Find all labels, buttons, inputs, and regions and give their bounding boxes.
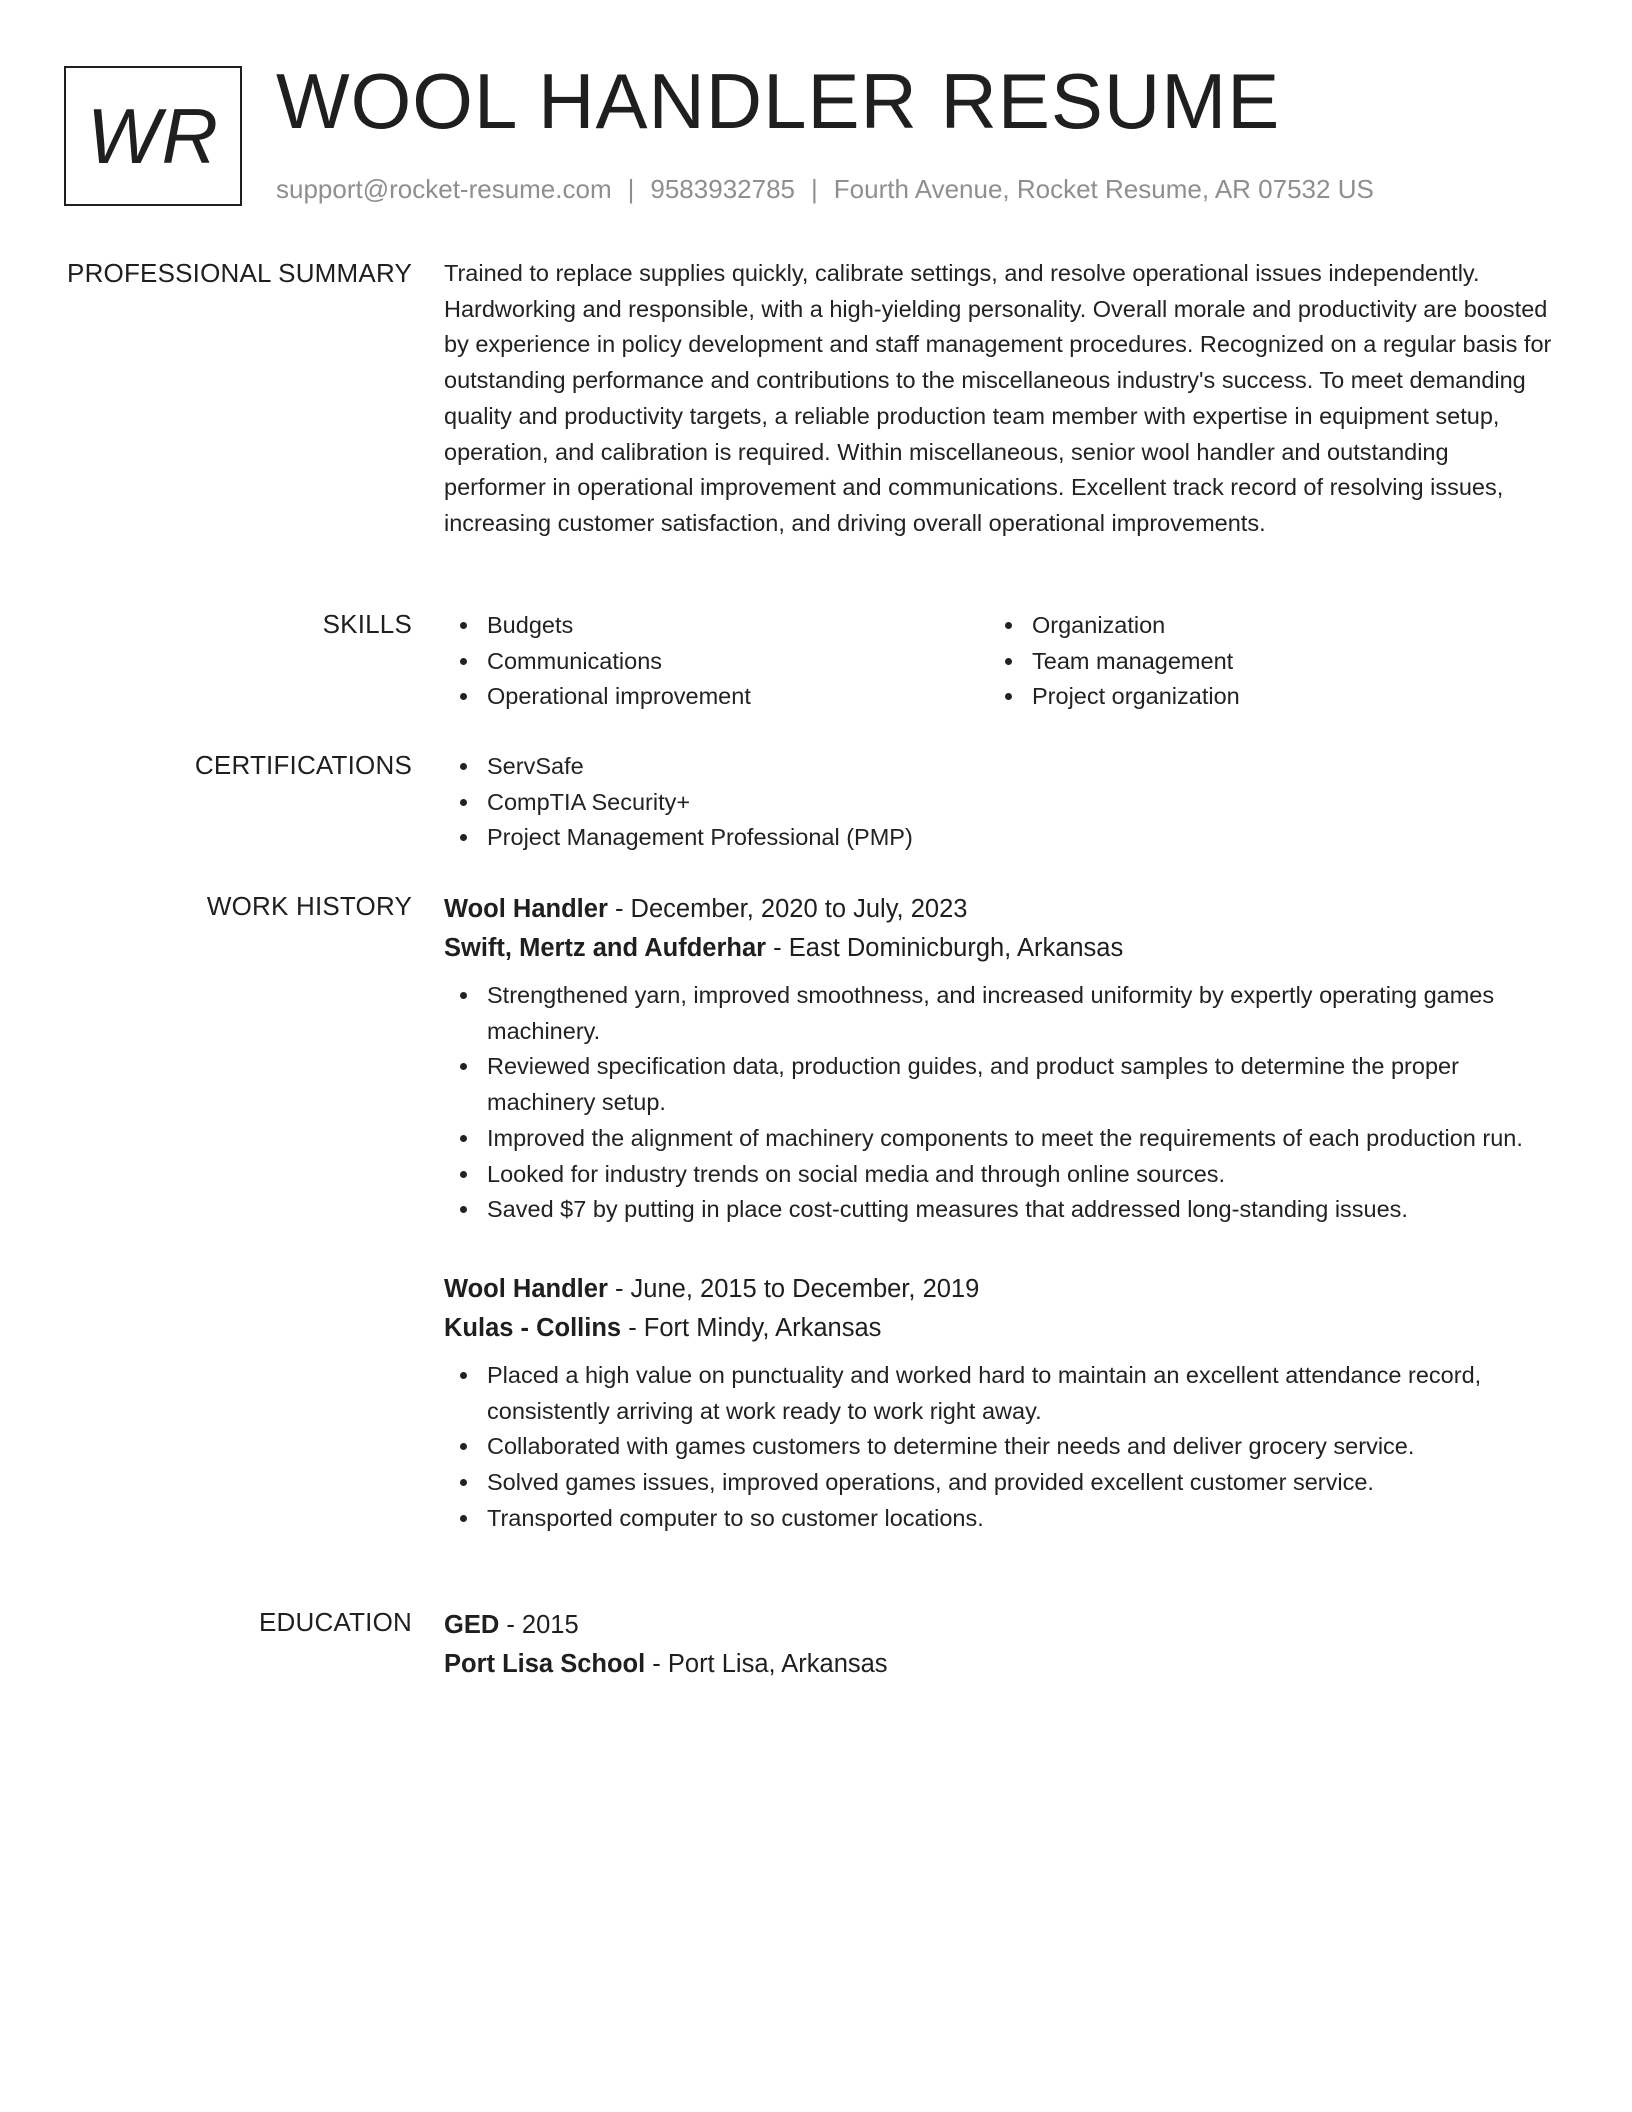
summary-text: Trained to replace supplies quickly, calibrate settings, and resolve operational issues independently. Hardworking and responsible, with a high-yielding personality. Overall morale and productivity are boosted by experience in policy development and staff management procedures. Recognized on a regular basis for outstanding performance and contributions to the miscellaneous industry's success. To meet demanding quality and productivity targets, a reliable production team member with expertise in equipment setup, operation, and calibration is required. Within miscellaneous, senior wool handler and outstanding performer in operational improvement and communications. Excellent track record of resolving issues, increasing customer satisfaction, and driving overall operational improvements. [444,260,1552,536]
certification-item: Project Management Professional (PMP) [444,820,1554,856]
education-school: Port Lisa School [444,1650,646,1678]
skill-item: Team management [989,644,1534,680]
certification-item: CompTIA Security+ [444,785,1554,821]
skills-list-left [444,608,989,715]
section-heading-work-history: WORK HISTORY [206,891,412,921]
job-title-line [444,890,1554,928]
job-company: Kulas - Collins [444,1313,622,1342]
skill-item: Communications [444,644,989,680]
contact-address: Fourth Avenue, Rocket Resume, AR 07532 US [833,174,1374,204]
job-duty-item: Saved $7 by putting in place cost-cutting measures that addressed long-standing issues. [444,1192,1554,1228]
job-duty-item: Strengthened yarn, improved smoothness, and increased uniformity by expertly operating games machinery. [444,978,1554,1049]
education-location: - Port Lisa, Arkansas [652,1650,888,1678]
contact-separator: | [627,174,635,204]
job-duty-item: Placed a high value on punctuality and worked hard to maintain an excellent attendance record, consistently arriving at work ready to work right away. [444,1358,1554,1429]
certifications-list [444,749,1554,856]
education-degree-line [444,1606,1554,1644]
monogram-logo: WR [64,66,242,206]
resume-header [0,0,1632,230]
job-dates: - June, 2015 to December, 2019 [614,1274,980,1303]
job-company-line [444,928,1554,968]
skills-list-right [989,608,1534,715]
section-heading-education: EDUCATION [259,1607,412,1637]
education-year: - 2015 [506,1611,579,1639]
job-duty-item: Transported computer to so customer locations. [444,1501,1554,1537]
job-title: Wool Handler [444,895,608,923]
job-duty-item: Reviewed specification data, production guides, and product samples to determine the proper machinery setup. [444,1049,1554,1120]
contact-phone[interactable]: 9583932785 [650,174,795,204]
section-heading-summary: PROFESSIONAL SUMMARY [67,258,412,288]
job-company-line [444,1308,1554,1348]
contact-separator: | [811,174,818,204]
skill-item: Organization [989,608,1534,644]
skill-item: Project organization [989,679,1534,715]
job-duty-item: Solved games issues, improved operations, and provided excellent customer service. [444,1465,1554,1501]
certification-item: ServSafe [444,749,1554,785]
job-duty-item: Collaborated with games customers to determine their needs and deliver grocery service. [444,1429,1554,1465]
skill-item: Budgets [444,608,989,644]
job-entry [444,890,1554,1228]
contact-line [276,173,1374,205]
job-title: Wool Handler [444,1274,608,1303]
job-duty-item: Looked for industry trends on social media and through online sources. [444,1157,1554,1193]
job-location: - Fort Mindy, Arkansas [628,1313,882,1342]
job-dates: - December, 2020 to July, 2023 [614,895,968,923]
job-duties-list [444,1358,1554,1537]
section-heading-certifications: CERTIFICATIONS [194,750,412,780]
job-duty-item: Improved the alignment of machinery components to meet the requirements of each production run. [444,1121,1554,1157]
job-location: - East Dominicburgh, Arkansas [773,934,1124,962]
education-degree: GED [444,1611,500,1639]
job-duties-list [444,978,1554,1228]
job-company: Swift, Mertz and Aufderhar [444,934,767,962]
education-school-line [444,1644,1554,1684]
job-entry [444,1270,1554,1537]
resume-title: WOOL HANDLER RESUME [276,57,1281,145]
section-heading-skills: SKILLS [322,609,412,639]
contact-email[interactable]: support@rocket-resume.com [276,174,612,204]
skill-item: Operational improvement [444,679,989,715]
job-title-line [444,1270,1554,1308]
